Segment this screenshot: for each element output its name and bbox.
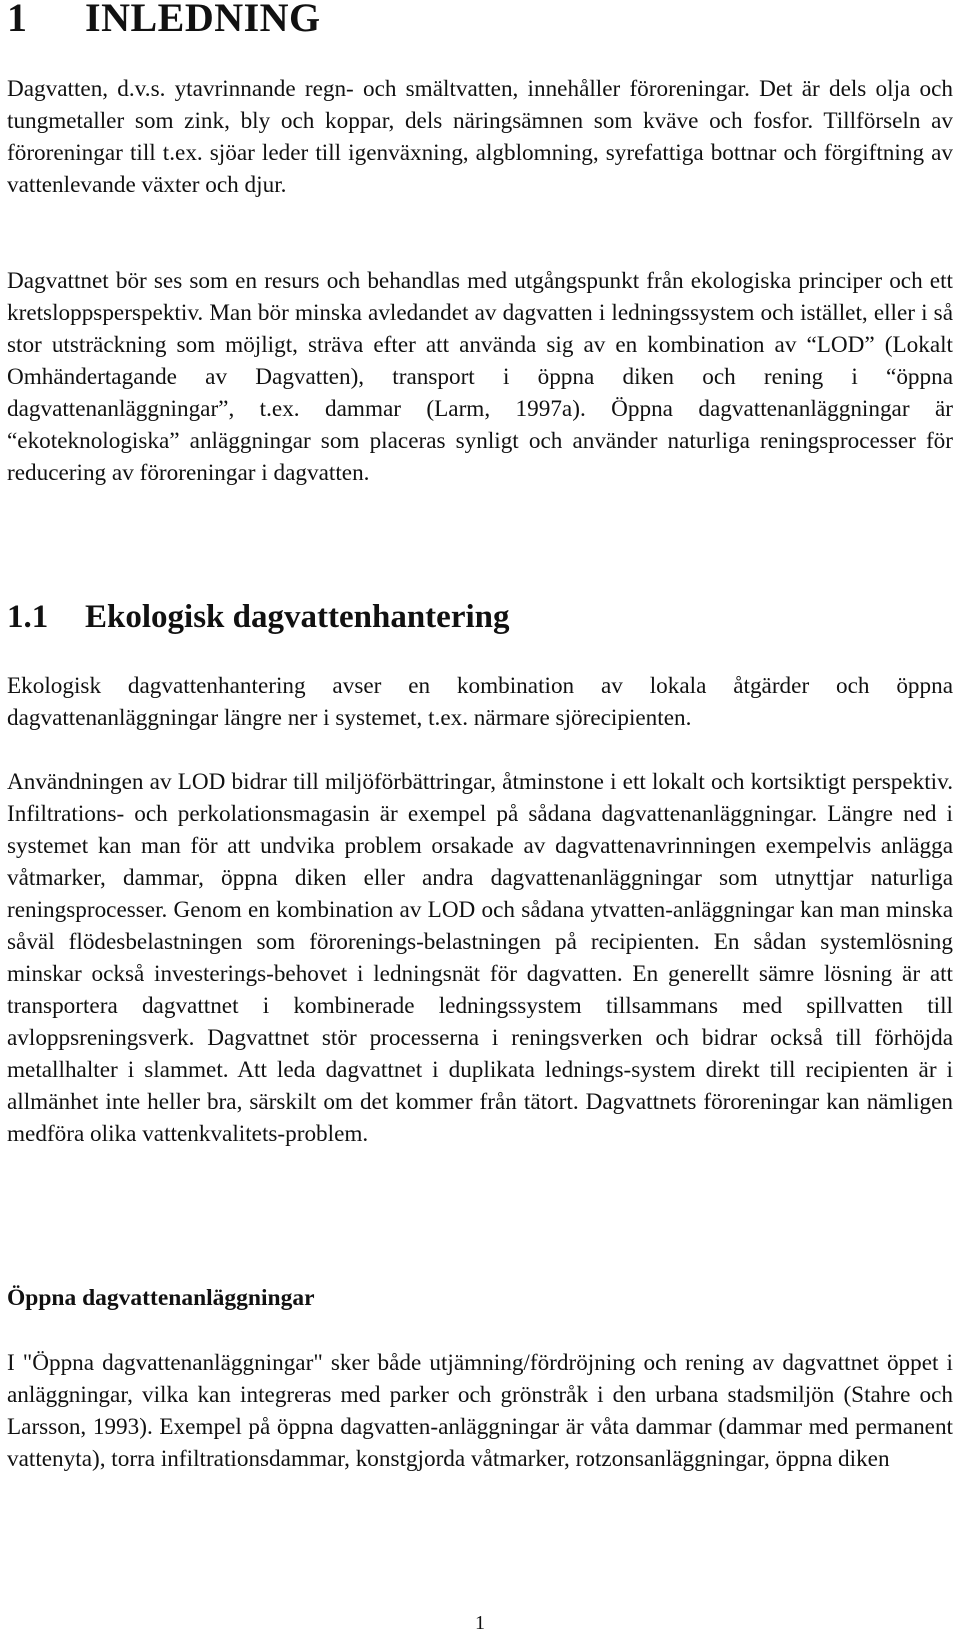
section-paragraph-2: Användningen av LOD bidrar till miljöförbättringar, åtminstone i ett lokalt och kortsiktigt perspektiv. Infiltrations- och perkolationsmagasin är exempel på sådana dagvattenanläggningar. Längre ned i systemet kan man för att undvika problem orsakade av dagvattenavrinningen exempelvis anlägga våtmarker, dammar, öppna diken eller andra dagvattenanläggningar som utnyttjar naturliga reningsprocesser. Genom en kombination av LOD och sådana ytvatten-anläggningar kan man minska såväl flödesbelastningen som förorenings-belastningen på recipienten. En sådan systemlösning minskar också investerings-behovet i ledningsnät för dagvatten. En generellt sämre lösning är att transportera dagvattnet i kombinerade ledningssystem tillsammans med spillvatten till avloppsreningsverk. Dagvattnet stör processerna i reningsverken och bidrar också till förhöjda metallhalter i slammet. Att leda dagvattnet i duplikata lednings-system direkt till recipienten är i allmänhet inte heller bra, särskilt om det kommer från tätort. Dagvattnets föroreningar kan nämligen medföra olika vattenkvalitets-problem.	[7, 769, 953, 1147]
page-number: 1	[475, 1612, 485, 1634]
section-paragraph-1: Ekologisk dagvattenhantering avser en kombination av lokala åtgärder och öppna dagvattenanläggningar längre ner i systemet, t.ex. närmare sjörecipienten.	[7, 673, 953, 731]
section-title: Ekologisk dagvattenhantering	[85, 599, 510, 635]
chapter-title: INLEDNING	[85, 0, 321, 40]
section-number: 1.1	[7, 599, 49, 635]
subsection-paragraph-1: I "Öppna dagvattenanläggningar" sker både utjämning/fördröjning och rening av dagvattnet öppet i anläggningar, vilka kan integreras med parker och grönstråk i den urbana stadsmiljön (Stahre och Larsson, 1993). Exempel på öppna dagvatten-anläggningar är våta dammar (dammar med permanent vattenyta), torra infiltrationsdammar, konstgjorda våtmarker, rotzonsanläggningar, öppna diken	[7, 1350, 953, 1472]
chapter-number: 1	[7, 0, 28, 40]
intro-paragraph-1: Dagvatten, d.v.s. ytavrinnande regn- och smältvatten, innehåller föroreningar. Det är dels olja och tungmetaller som zink, bly och koppar, dels näringsämnen som kväve och fosfor. Tillförseln av föroreningar till t.ex. sjöar leder till igenväxning, algblomning, syrefattiga bottnar och förgiftning av vattenlevande växter och djur.	[7, 76, 953, 198]
subsection-heading: Öppna dagvattenanläggningar	[7, 1285, 315, 1311]
chapter-heading	[7, 0, 321, 44]
section-heading	[7, 597, 953, 637]
intro-paragraph-2: Dagvattnet bör ses som en resurs och behandlas med utgångspunkt från ekologiska principer och ett kretsloppsperspektiv. Man bör minska avledandet av dagvatten i ledningssystem och istället, eller i så stor utsträckning som möjligt, sträva efter att använda sig av en kombination av “LOD” (Lokalt Omhändertagande av Dagvatten), transport i öppna diken och rening i “öppna dagvattenanläggningar”, t.ex. dammar (Larm, 1997a). Öppna dagvattenanläggningar är “ekoteknologiska” anläggningar som placeras synligt och använder naturliga reningsprocesser för reducering av föroreningar i dagvatten.	[7, 268, 953, 486]
